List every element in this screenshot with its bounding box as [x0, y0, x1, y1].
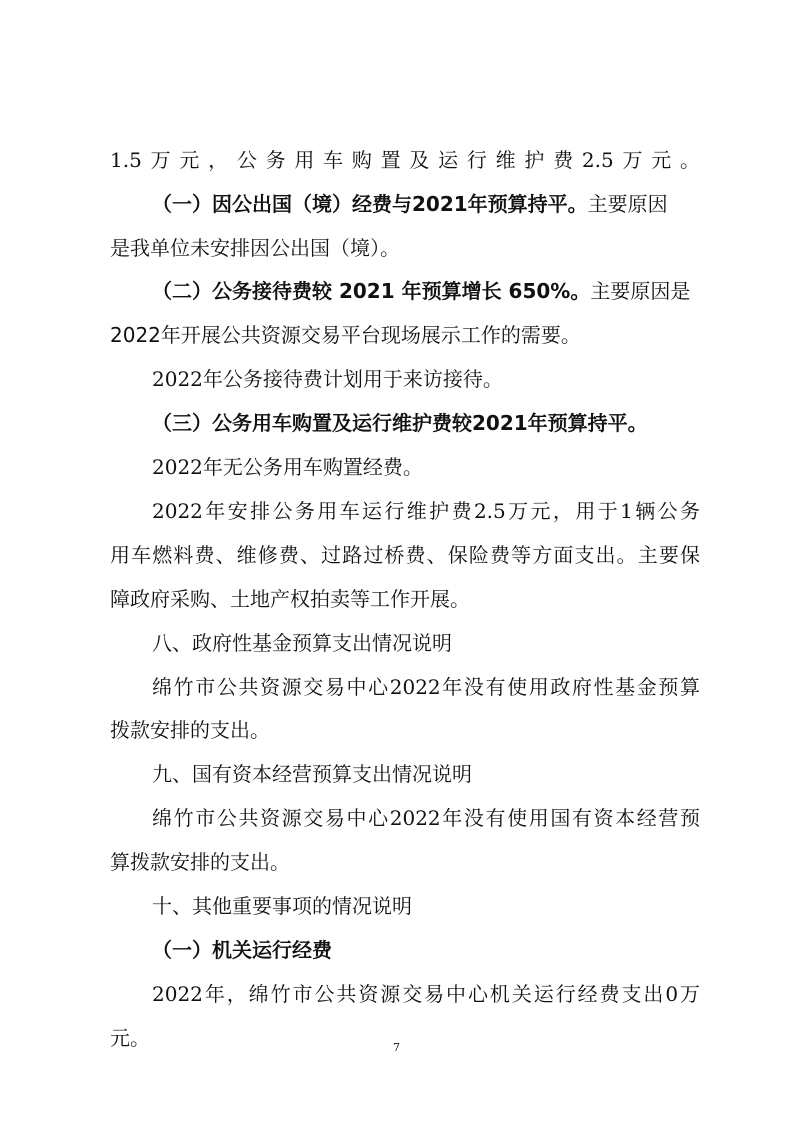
- subsection-heading-3: （三）公务用车购置及运行维护费较2021年预算持平。: [152, 411, 648, 435]
- text-span: 主要原因: [587, 192, 668, 216]
- text-line-16: 绵竹市公共资源交易中心2022年没有使用国有资本经营预: [152, 806, 700, 830]
- text-line-4: [152, 277, 700, 305]
- text-line-17: 算拨款安排的支出。: [110, 850, 290, 874]
- subsection-heading-2: （二）公务接待费较 2021 年预算增长 650%。: [152, 279, 591, 303]
- text-line-3: 是我单位未安排因公出国（境）。: [110, 236, 400, 260]
- text-line-13: 绵竹市公共资源交易中心2022年没有使用政府性基金预算: [152, 675, 700, 699]
- section-heading-10: 十、其他重要事项的情况说明: [152, 894, 412, 918]
- text-span: 主要原因是: [590, 279, 691, 303]
- text-line-9: 2022年安排公务用车运行维护费2.5万元，用于1辆公务: [152, 499, 700, 523]
- text-line-2: [152, 190, 700, 218]
- text-line-14: 拨款安排的支出。: [110, 718, 270, 742]
- section-heading-8: 八、政府性基金预算支出情况说明: [152, 631, 452, 655]
- text-line-8: 2022年无公务用车购置经费。: [152, 455, 423, 479]
- subsection-heading-1: （一）因公出国（境）经费与2021年预算持平。: [152, 192, 588, 216]
- text-line-6: 2022年公务接待费计划用于来访接待。: [152, 367, 503, 391]
- text-line-1: 1.5万元，公务用车购置及运行维护费2.5万元。: [110, 148, 700, 172]
- text-line-11: 障政府采购、土地产权拍卖等工作开展。: [110, 587, 470, 611]
- text-line-20: 2022年，绵竹市公共资源交易中心机关运行经费支出0万: [152, 982, 700, 1006]
- subsection-heading-4: （一）机关运行经费: [152, 938, 332, 962]
- section-heading-9: 九、国有资本经营预算支出情况说明: [152, 762, 472, 786]
- page-number: 7: [393, 1041, 400, 1054]
- text-line-21: 元。: [110, 1026, 150, 1050]
- text-line-10: 用车燃料费、维修费、过路过桥费、保险费等方面支出。主要保: [110, 543, 700, 567]
- text-line-5: 2022年开展公共资源交易平台现场展示工作的需要。: [110, 323, 581, 347]
